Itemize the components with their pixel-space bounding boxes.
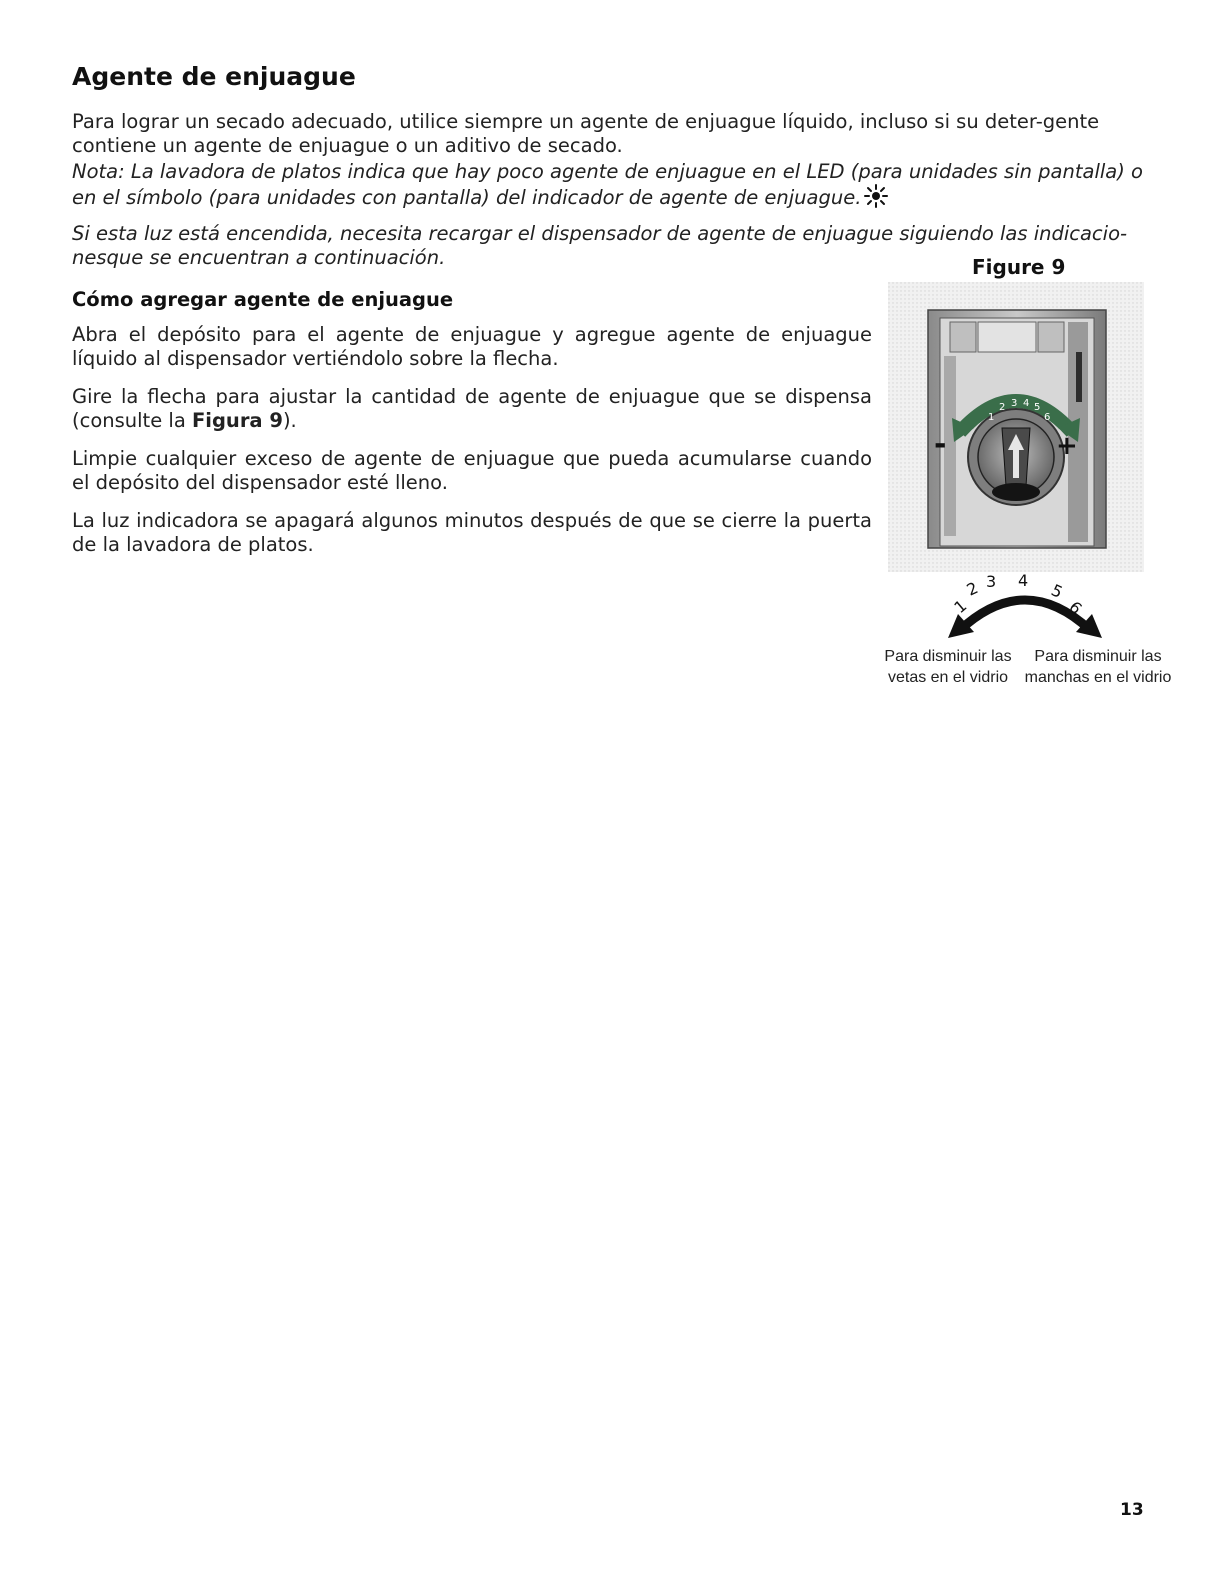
minus-sign: - [934, 427, 947, 462]
photo-dial-number: 6 [1044, 412, 1051, 423]
page-number: 13 [1120, 1500, 1144, 1520]
photo-dial-number: 5 [1034, 402, 1041, 413]
plus-sign: + [1056, 431, 1078, 461]
dispenser-photo [888, 282, 1144, 576]
photo-dial-number: 1 [988, 412, 995, 423]
step-indicator-off: La luz indicadora se apagará algunos minutos después de que se cierre la puerta de la lavadora de platos. [72, 509, 872, 556]
dial-number: 4 [1018, 571, 1029, 590]
caption-reduce-streaks: Para disminuir las vetas en el vidrio [884, 648, 1012, 686]
figure-reference: Figura 9 [191, 409, 283, 432]
intro-paragraph: Para lograr un secado adecuado, utilice siempre un agente de enjuague líquido, incluso si su deter-gente contiene un agente de enjuague o un aditivo de secado. [72, 110, 1100, 157]
dial-number: 3 [986, 572, 997, 591]
dial-number: 1 [950, 595, 971, 618]
dial-number: 6 [1065, 597, 1086, 619]
note-paragraph [72, 160, 1152, 214]
section-subheading: Cómo agregar agente de enjuague [72, 288, 454, 311]
step-text-end: ). [282, 409, 297, 432]
step-text: Gire la flecha para ajustar la cantidad de agente de enjuague que se dispensa (consulte la [72, 385, 872, 432]
note-text: Nota: La lavadora de platos indica que hay poco agente de enjuague en el LED (para unidades sin pantalla) o en el símbolo (para unidades con pantalla) del indicador de agente de enjuague. [72, 160, 1143, 209]
figure-label: Figure 9 [972, 255, 1066, 279]
page-title: Agente de enjuague [72, 62, 356, 91]
photo-dial-number: 3 [1011, 398, 1018, 409]
photo-dial-number: 2 [999, 402, 1006, 413]
caption-reduce-spots: Para disminuir las manchas en el vidrio [1024, 648, 1172, 686]
step-turn-arrow [72, 385, 872, 433]
step-open-dispenser: Abra el depósito para el agente de enjuague y agregue agente de enjuague líquido al dispensador vertiéndolo sobre la flecha. [72, 323, 872, 370]
rinse-aid-sun-icon [863, 184, 889, 214]
step-clean-excess: Limpie cualquier exceso de agente de enjuague que pueda acumularse cuando el depósito del dispensador esté lleno. [72, 447, 872, 494]
warning-paragraph: Si esta luz está encendida, necesita recargar el dispensador de agente de enjuague siguiendo las indicacio-nesque se encuentran a continuación. [72, 222, 1128, 269]
photo-dial-number: 4 [1023, 398, 1030, 409]
dial-number: 5 [1048, 580, 1066, 602]
dial-number: 2 [963, 578, 981, 600]
dial-setting-diagram [930, 570, 1170, 654]
